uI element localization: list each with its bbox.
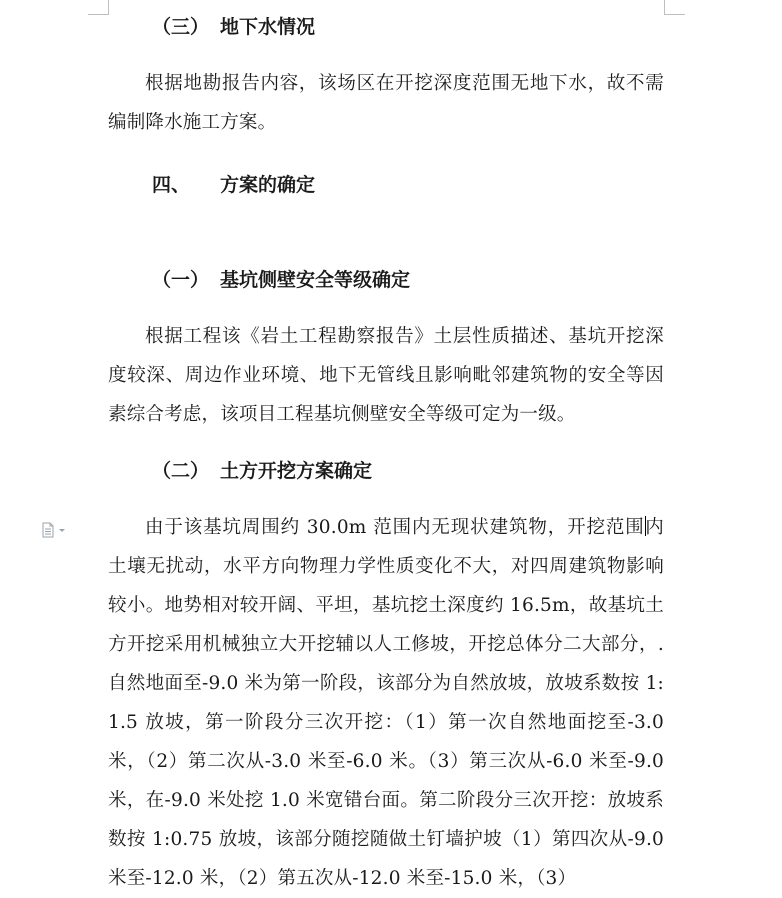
- heading-number: （二）: [152, 460, 210, 482]
- heading-title: 地下水情况: [220, 16, 316, 38]
- paragraph-groundwater[interactable]: 根据地勘报告内容，该场区在开挖深度范围无地下水，故不需编制降水施工方案。: [108, 73, 664, 133]
- paragraph-excavation-plan[interactable]: [108, 508, 664, 898]
- paragraph-text-before-cursor: 由于该基坑周围约 30.0m 范围内无现状建筑物，开挖范围: [145, 517, 645, 538]
- heading-title: 方案的确定: [220, 174, 316, 196]
- heading-excavation-plan: [152, 459, 373, 483]
- heading-groundwater: [152, 15, 316, 39]
- heading-number: （三）: [152, 16, 210, 38]
- heading-title: 基坑侧壁安全等级确定: [220, 269, 411, 291]
- paragraph-safety-grade[interactable]: 根据工程该《岩土工程勘察报告》土层性质描述、基坑开挖深度较深、周边作业环境、地下无管线且影响毗邻建筑物的安全等因素综合考虑，该项目工程基坑侧壁安全等级可定为一级。: [108, 326, 664, 425]
- margin-corner-mark-left: [88, 0, 109, 15]
- document-paragraph-icon[interactable]: [42, 522, 68, 538]
- heading-number: 四、: [152, 174, 191, 196]
- heading-number: （一）: [152, 269, 210, 291]
- margin-corner-mark-right: [664, 0, 685, 15]
- heading-safety-grade: [152, 268, 411, 292]
- heading-plan-determination: [152, 173, 316, 197]
- paragraph-text-after-cursor: 内土壤无扰动，水平方向物理力学性质变化不大，对四周建筑物影响较小。地势相对较开阔、平坦，基坑挖土深度约 16.5m，故基坑土方开挖采用机械独立大开挖辅以人工修坡，开挖总体分二大部分，.自然地面至-9.0 米为第一阶段，该部分为自然放坡，放坡系数按 1:1.5 放坡，第一阶段分三次开挖：（1）第一次自然地面挖至-3.0 米，（2）第二次从-3.0 米至-6.0 米。（3）第三次从-6.0 米至-9.0 米，在-9.0 米处挖 1.0 米宽错台面。第二阶段分三次开挖：放坡系数按 1:0.75 放坡，该部分随挖随做土钉墙护坡（1）第四次从-9.0 米至-12.0 米，（2）第五次从-12.0 米至-15.0 米，（3）: [108, 517, 664, 889]
- heading-title: 土方开挖方案确定: [220, 460, 373, 482]
